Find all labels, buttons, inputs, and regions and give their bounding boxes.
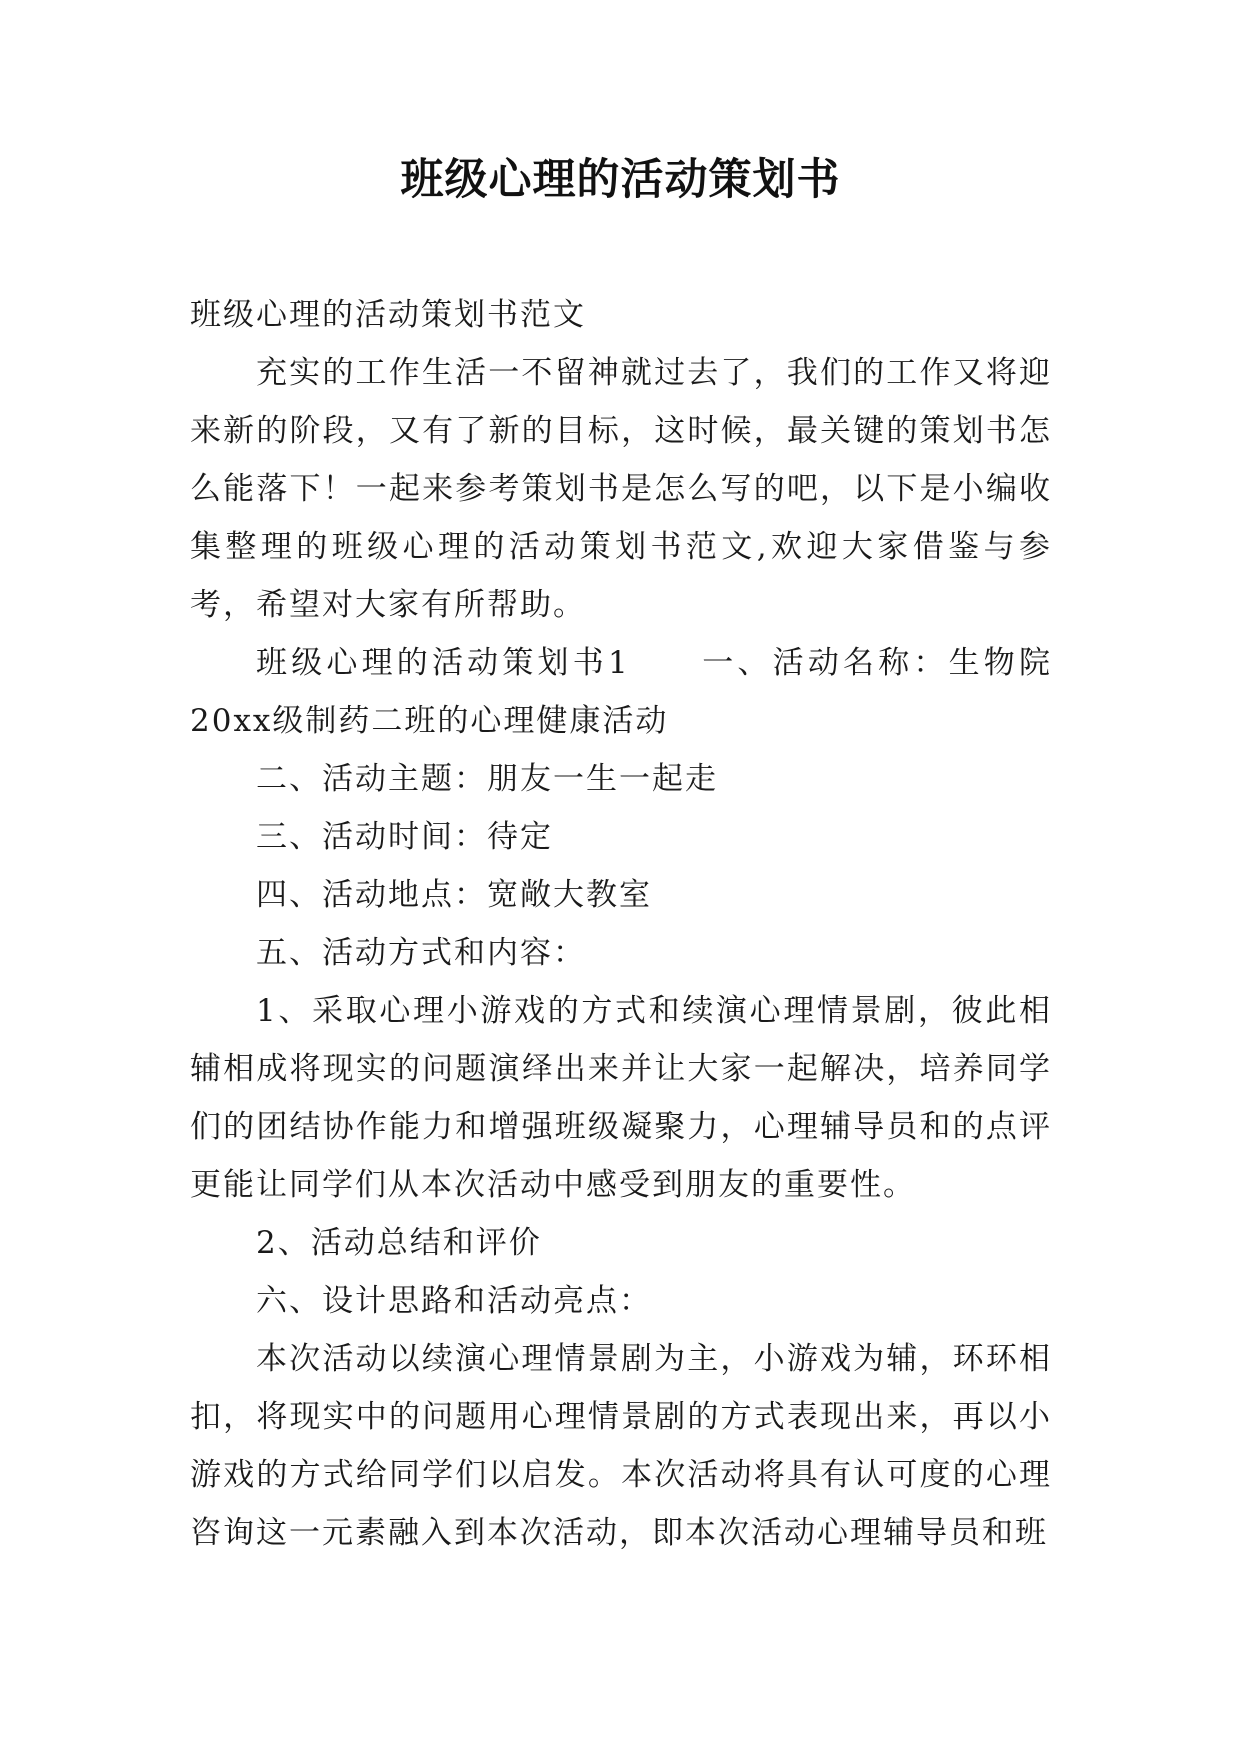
document-subtitle: 班级心理的活动策划书范文 (190, 297, 586, 333)
paragraph-format-item-2: 2、活动总结和评价 (256, 1225, 542, 1261)
page-title: 班级心理的活动策划书 (400, 155, 841, 205)
paragraph-intro: 充实的工作生活一不留神就过去了，我们的工作又将迎来新的阶段，又有了新的目标，这时候，最关键的策划书怎么能落下！一起来参考策划书是怎么写的吧，以下是小编收集整理的班级心理的活动策划书范文,欢迎大家借鉴与参考，希望对大家有所帮助。 (190, 355, 1052, 623)
paragraph-design-content: 本次活动以续演心理情景剧为主，小游戏为辅，环环相扣，将现实中的问题用心理情景剧的方式表现出来，再以小游戏的方式给同学们以启发。本次活动将具有认可度的心理咨询这一元素融入到本次活动，即本次活动心理辅导员和班 (190, 1341, 1052, 1551)
paragraph-activity-name: 班级心理的活动策划书1 一、活动名称：生物院20xx级制药二班的心理健康活动 (190, 645, 1052, 739)
paragraph-format-item-1: 1、采取心理小游戏的方式和续演心理情景剧，彼此相辅相成将现实的问题演绎出来并让大家一起解决，培养同学们的团结协作能力和增强班级凝聚力，心理辅导员和的点评更能让同学们从本次活动中感受到朋友的重要性。 (190, 993, 1052, 1203)
paragraph-design-heading: 六、设计思路和活动亮点： (256, 1283, 652, 1319)
document-body (190, 286, 1052, 1562)
paragraph-activity-theme: 二、活动主题：朋友一生一起走 (256, 761, 718, 797)
paragraph-activity-location: 四、活动地点：宽敞大教室 (256, 877, 652, 913)
paragraph-activity-format-heading: 五、活动方式和内容： (256, 935, 586, 971)
paragraph-activity-time: 三、活动时间：待定 (256, 819, 553, 855)
